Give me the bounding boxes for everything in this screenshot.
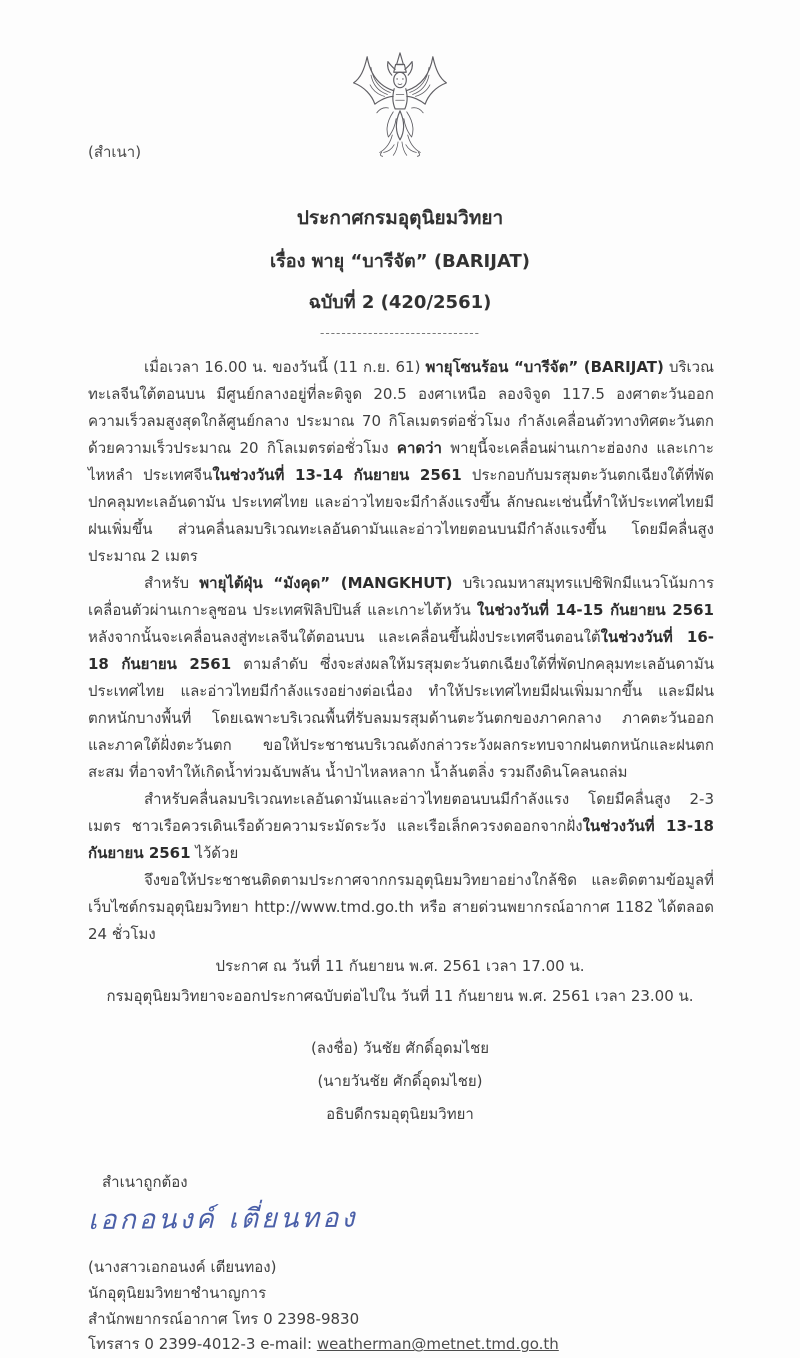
title-block — [0, 203, 800, 340]
garuda-emblem-icon — [342, 180, 458, 199]
paragraph-storm-barijat: เมื่อเวลา 16.00 น. ของวันนี้ (11 ก.ย. 61) พายุโซนร้อน “บารีจัต” (BARIJAT) บริเวณทะเลจีนใต้ตอนบน มีศูนย์กลางอยู่ที่ละติจูด 20.5 องศาเหนือ ลองจิจูด 117.5 องศาตะวันออก ความเร็วลมสูงสุดใกล้ศูนย์กลาง ประมาณ 70 กิโลเมตรต่อชั่วโมง กำลังเคลื่อนตัวทางทิศตะวันตก ด้วยความเร็วประมาณ 20 กิโลเมตรต่อชั่วโมง คาดว่า พายุนี้จะเคลื่อนผ่านเกาะฮ่องกง และเกาะไหหลำ ประเทศจีนในช่วงวันที่ 13-14 กันยายน 2561 ประกอบกับมรสุมตะวันตกเฉียงใต้ที่พัดปกคลุมทะเลอันดามัน ประเทศไทย และอ่าวไทยจะมีกำลังแรงขึ้น ลักษณะเช่นนี้ทำให้ประเทศไทยมีฝนเพิ่มขึ้น ส่วนคลื่นลมบริเวณทะเลอันดามันและอ่าวไทยตอนบนมีกำลังแรงขึ้น โดยมีคลื่นสูงประมาณ 2 เมตร — [88, 358, 714, 565]
handwritten-signature: เอกอนงค์ เตี่ยนทอง — [87, 1202, 358, 1236]
fax-label: โทรสาร 0 2399-4012-3 e-mail: — [88, 1335, 317, 1354]
next-issue-notice: กรมอุตุนิยมวิทยาจะออกประกาศฉบับต่อไปใน วันที่ 11 กันยายน พ.ศ. 2561 เวลา 23.00 น. — [106, 987, 694, 1005]
signer-position: อธิบดีกรมอุตุนิยมวิทยา — [326, 1105, 474, 1123]
signature-block — [0, 1036, 800, 1126]
certified-copy-label: สำเนาถูกต้อง — [102, 1173, 188, 1191]
paragraph-sea-warning: สำหรับคลื่นลมบริเวณทะเลอันดามันและอ่าวไทยตอนบนมีกำลังแรง โดยมีคลื่นสูง 2-3 เมตร ชาวเรือควรเดินเรือด้วยความระมัดระวัง และเรือเล็กควรงดออกจากฝั่งในช่วงวันที่ 13-18 กันยายน 2561 ไว้ด้วย — [88, 790, 714, 862]
fax-email-line — [88, 1332, 800, 1358]
subject-line: เรื่อง พายุ “บารีจัต” (BARIJAT) — [269, 251, 530, 272]
document-body — [88, 354, 714, 948]
copy-label: (สำเนา) — [88, 143, 142, 161]
signer-name: (นายวันชัย ศักดิ์อุดมไชย) — [317, 1072, 483, 1090]
office-phone-line: สำนักพยากรณ์อากาศ โทร 0 2398-9830 — [88, 1309, 360, 1328]
certifier-name: (นางสาวเอกอนงค์ เตียนทอง) — [88, 1258, 277, 1276]
issue-number: ฉบับที่ 2 (420/2561) — [308, 292, 492, 313]
certification-block — [88, 1170, 800, 1358]
page-title: ประกาศกรมอุตุนิยมวิทยา — [296, 207, 504, 229]
emblem-container — [0, 0, 800, 199]
email-link[interactable]: weatherman@metnet.tmd.go.th — [316, 1335, 559, 1354]
signed-by-line: (ลงชื่อ) วันชัย ศักดิ์อุดมไชย — [310, 1039, 490, 1057]
paragraph-typhoon-mangkhut: สำหรับ พายุไต้ฝุ่น “มังคุด” (MANGKHUT) บริเวณมหาสมุทรแปซิฟิกมีแนวโน้มการเคลื่อนตัวผ่านเกาะลูซอน ประเทศฟิลิปปินส์ และเกาะไต้หวัน ในช่วงวันที่ 14-15 กันยายน 2561 หลังจากนั้นจะเคลื่อนลงสู่ทะเลจีนใต้ตอนบน และเคลื่อนขึ้นฝั่งประเทศจีนตอนใต้ในช่วงวันที่ 16-18 กันยายน 2561 ตามลำดับ ซึ่งจะส่งผลให้มรสุมตะวันตกเฉียงใต้ที่พัดปกคลุมทะเลอันดามัน ประเทศไทย และอ่าวไทยมีกำลังแรงอย่างต่อเนื่อง ทำให้ประเทศไทยมีฝนเพิ่มมากขึ้น และมีฝนตกหนักบางพื้นที่ โดยเฉพาะบริเวณพื้นที่รับลมมรสุมด้านตะวันตกของภาคกลาง ภาคตะวันออก และภาคใต้ฝั่งตะวันตก ขอให้ประชาชนบริเวณดังกล่าวระวังผลกระทบจากฝนตกหนักและฝนตกสะสม ที่อาจทำให้เกิดน้ำท่วมฉับพลัน น้ำป่าไหลหลาก น้ำล้นตลิ่ง รวมถึงดินโคลนถล่ม — [88, 574, 715, 781]
paragraph-follow-updates: จึงขอให้ประชาชนติดตามประกาศจากกรมอุตุนิยมวิทยาอย่างใกล้ชิด และติดตามข้อมูลที่เว็บไซต์กรมอุตุนิยมวิทยา http://www.tmd.go.th หรือ สายด่วนพยากรณ์อากาศ 1182 ได้ตลอด 24 ชั่วโมง — [88, 871, 714, 943]
dashed-separator: ------------------------------ — [320, 326, 480, 340]
announcement-date: ประกาศ ณ วันที่ 11 กันยายน พ.ศ. 2561 เวลา 17.00 น. — [215, 957, 585, 975]
certifier-position: นักอุตุนิยมวิทยาชำนาญการ — [88, 1283, 267, 1302]
